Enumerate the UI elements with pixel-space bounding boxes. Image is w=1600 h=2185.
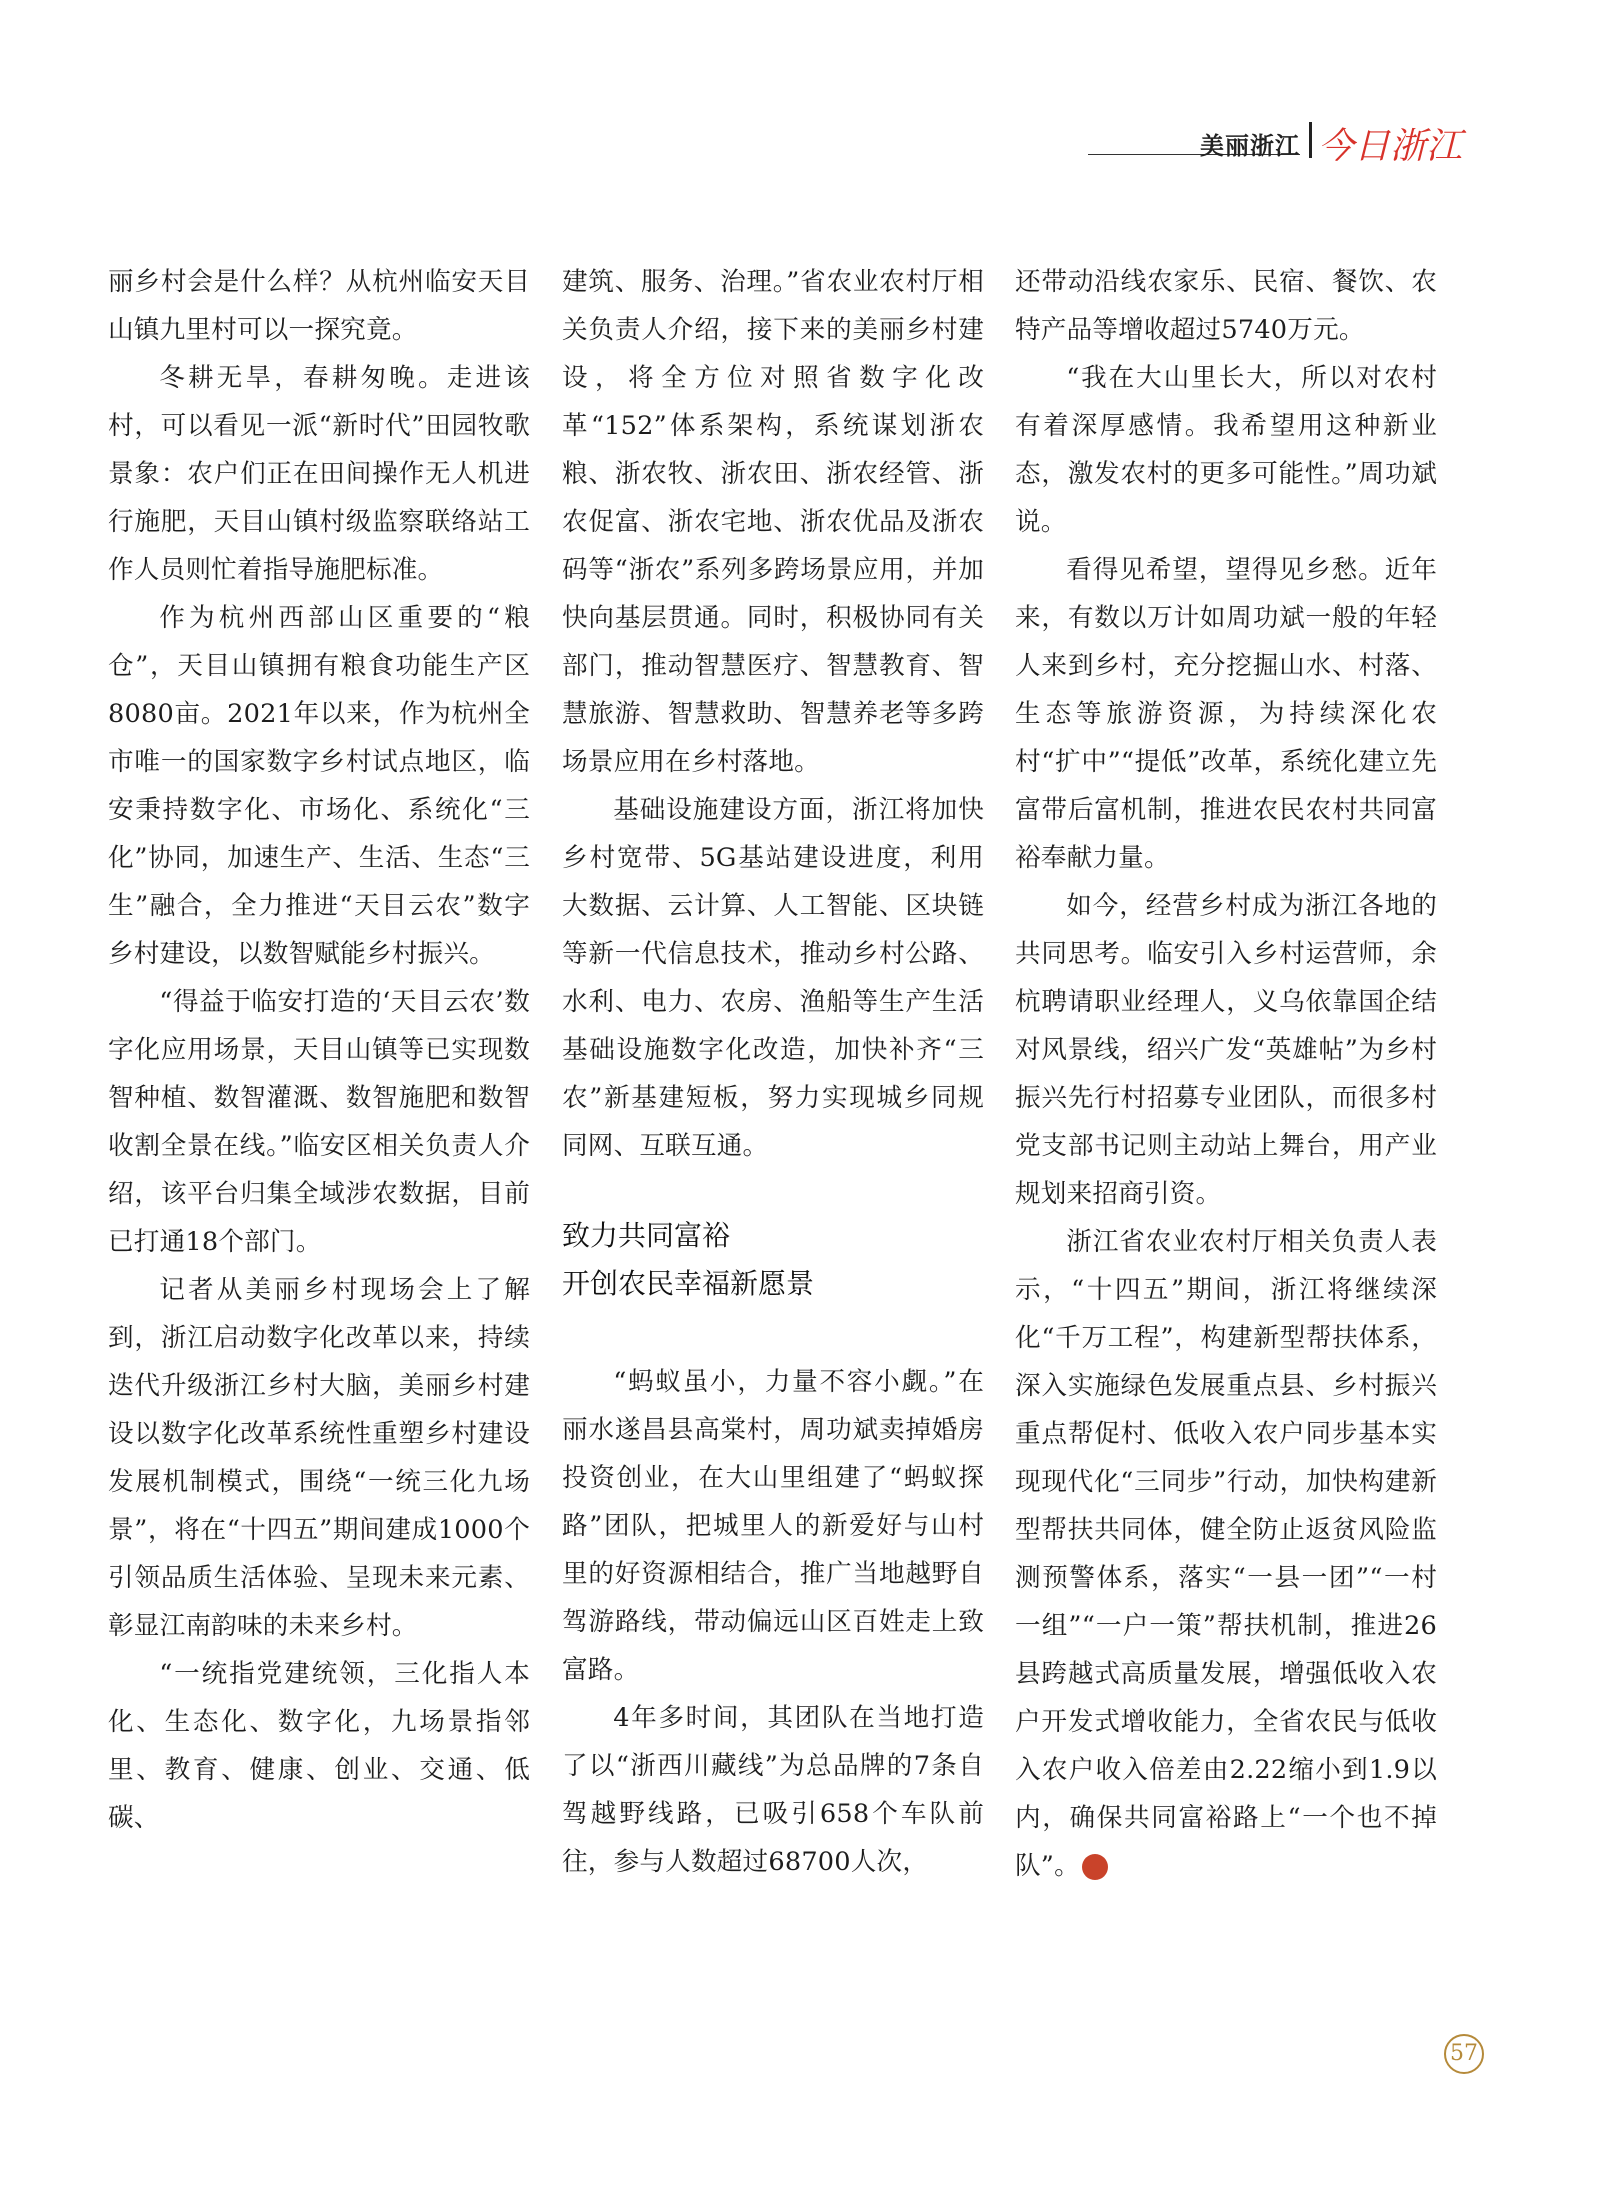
paragraph: “我在大山里长大，所以对农村有着深厚感情。我希望用这种新业态，激发农村的更多可能性。”周功斌说。 <box>1015 363 1437 537</box>
paragraph: 看得见希望，望得见乡愁。近年来，有数以万计如周功斌一般的年轻人来到乡村，充分挖掘山水、村落、生态等旅游资源，为持续深化农村“扩中”“提低”改革，系统化建立先富带后富机制，推进农民农村共同富裕奉献力量。 <box>1015 555 1437 873</box>
subheading-line-1: 致力共同富裕 <box>562 1219 731 1252</box>
paragraph: 基础设施建设方面，浙江将加快乡村宽带、5G基站建设进度，利用大数据、云计算、人工智能、区块链等新一代信息技术，推动乡村公路、水利、电力、农房、渔船等生产生活基础设施数字化改造，加快补齐“三农”新基建短板，努力实现城乡同规同网、互联互通。 <box>562 795 984 1161</box>
column-3 <box>1015 258 1437 1890</box>
section-title: 美丽浙江 <box>1200 132 1300 160</box>
paragraph: 如今，经营乡村成为浙江各地的共同思考。临安引入乡村运营师，余杭聘请职业经理人，义乌依靠国企结对风景线，绍兴广发“英雄帖”为乡村振兴先行村招募专业团队，而很多村党支部书记则主动站上舞台，用产业规划来招商引资。 <box>1015 891 1437 1209</box>
paragraph: 建筑、服务、治理。”省农业农村厅相关负责人介绍，接下来的美丽乡村建设，将全方位对照省数字化改革“152”体系架构，系统谋划浙农粮、浙农牧、浙农田、浙农经管、浙农促富、浙农宅地、浙农优品及浙农码等“浙农”系列多跨场景应用，并加快向基层贯通。同时，积极协同有关部门，推动智慧医疗、智慧教育、智慧旅游、智慧救助、智慧养老等多跨场景应用在乡村落地。 <box>562 267 984 777</box>
paragraph: “一统指党建统领，三化指人本化、生态化、数字化，九场景指邻里、教育、健康、创业、交通、低碳、 <box>108 1659 530 1833</box>
header-divider <box>1309 122 1312 158</box>
magazine-logo: 今日浙江 <box>1318 126 1463 167</box>
section-subheading <box>562 1212 984 1308</box>
article-end-icon: 今 <box>1082 1854 1108 1880</box>
subheading-line-2: 开创农民幸福新愿景 <box>562 1267 815 1300</box>
paragraph-final <box>1015 1218 1437 1890</box>
paragraph: 记者从美丽乡村现场会上了解到，浙江启动数字化改革以来，持续迭代升级浙江乡村大脑，美丽乡村建设以数字化改革系统性重塑乡村建设发展机制模式，围绕“一统三化九场景”，将在“十四五”期间建成1000个引领品质生活体验、呈现未来元素、彰显江南韵味的未来乡村。 <box>108 1275 530 1641</box>
paragraph-final-text: 浙江省农业农村厅相关负责人表示，“十四五”期间，浙江将继续深化“千万工程”，构建新型帮扶体系，深入实施绿色发展重点县、乡村振兴重点帮促村、低收入农户同步基本实现现代化“三同步”行动，加快构建新型帮扶共同体，健全防止返贫风险监测预警体系，落实“一县一团”“一村一组”“一户一策”帮扶机制，推进26县跨越式高质量发展，增强低收入农户开发式增收能力，全省农民与低收入农户收入倍差由2.22缩小到1.9以内，确保共同富裕路上“一个也不掉队”。 <box>1015 1227 1437 1881</box>
page-number: 57 <box>1444 2034 1484 2074</box>
paragraph: “蚂蚁虽小，力量不容小觑。”在丽水遂昌县高棠村，周功斌卖掉婚房投资创业，在大山里组建了“蚂蚁探路”团队，把城里人的新爱好与山村里的好资源相结合，推广当地越野自驾游路线，带动偏远山区百姓走上致富路。 <box>562 1367 984 1685</box>
paragraph: 丽乡村会是什么样？从杭州临安天目山镇九里村可以一探究竟。 <box>108 267 530 345</box>
column-2 <box>562 258 984 1886</box>
paragraph: 作为杭州西部山区重要的“粮仓”，天目山镇拥有粮食功能生产区8080亩。2021年以来，作为杭州全市唯一的国家数字乡村试点地区，临安秉持数字化、市场化、系统化“三化”协同，加速生产、生活、生态“三生”融合，全力推进“天目云农”数字乡村建设，以数智赋能乡村振兴。 <box>108 603 530 969</box>
paragraph: 还带动沿线农家乐、民宿、餐饮、农特产品等增收超过5740万元。 <box>1015 267 1437 345</box>
paragraph: “得益于临安打造的‘天目云农’数字化应用场景，天目山镇等已实现数智种植、数智灌溉、数智施肥和数智收割全景在线。”临安区相关负责人介绍，该平台归集全域涉农数据，目前已打通18个部门。 <box>108 987 530 1257</box>
column-1 <box>108 258 530 1842</box>
paragraph: 4年多时间，其团队在当地打造了以“浙西川藏线”为总品牌的7条自驾越野线路，已吸引658个车队前往，参与人数超过68700人次， <box>562 1703 984 1877</box>
paragraph: 冬耕无旱，春耕匆晚。走进该村，可以看见一派“新时代”田园牧歌景象：农户们正在田间操作无人机进行施肥，天目山镇村级监察联络站工作人员则忙着指导施肥标准。 <box>108 363 530 585</box>
